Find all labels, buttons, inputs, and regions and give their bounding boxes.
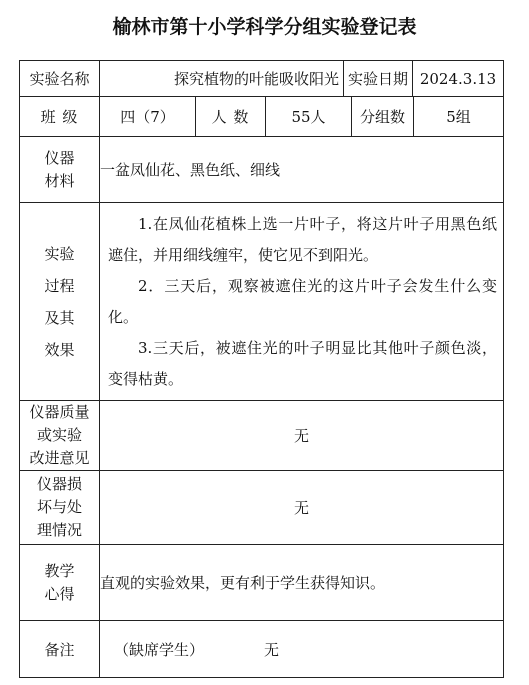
people-label: 人 数 <box>196 97 266 137</box>
quality-value: 无 <box>100 401 504 471</box>
quality-label-line: 改进意见 <box>29 449 90 467</box>
groups-value: 5组 <box>414 97 504 137</box>
quality-label-line: 或实验 <box>36 426 82 444</box>
row-process <box>20 203 504 401</box>
registration-table <box>19 60 504 678</box>
class-value: 四（7） <box>100 97 196 137</box>
absent-students-value: 无 <box>264 640 280 659</box>
quality-label-line: 仪器质量 <box>29 403 90 421</box>
damage-value: 无 <box>100 471 504 545</box>
reflection-value: 直观的实验效果，更有利于学生获得知识。 <box>100 545 504 621</box>
process-step-2: 2．三天后，观察被遮住光的这片叶子会发生什么变化。 <box>108 276 498 326</box>
damage-label <box>20 471 100 545</box>
remarks-label: 备注 <box>20 621 100 678</box>
reflection-label-line: 心得 <box>44 584 75 603</box>
experiment-date-value: 2024.3.13 <box>413 60 504 97</box>
quality-label <box>20 401 100 471</box>
row-damage <box>20 471 504 545</box>
process-step-1: 1.在凤仙花植株上选一片叶子，将这片叶子用黑色纸遮住，并用细线缠牢，使它见不到阳光。 <box>108 214 498 264</box>
absent-students-label: （缺席学生） <box>114 640 205 659</box>
experiment-name-value: 探究植物的叶能吸收阳光 <box>100 61 414 97</box>
damage-label-line: 理情况 <box>36 521 82 539</box>
class-label: 班 级 <box>20 97 100 137</box>
process-label-line: 效果 <box>44 340 75 359</box>
materials-label <box>20 137 100 203</box>
process-label <box>20 203 100 401</box>
process-value <box>100 203 504 401</box>
remarks-value-cell <box>100 621 504 678</box>
experiment-name-label: 实验名称 <box>20 61 100 97</box>
process-label-line: 过程 <box>44 276 75 295</box>
row-reflection <box>20 545 504 621</box>
process-label-line: 及其 <box>44 308 75 327</box>
row-quality <box>20 401 504 471</box>
damage-label-line: 仪器损 <box>36 475 82 493</box>
row-materials <box>20 137 504 203</box>
form-title: 榆林市第十小学科学分组实验登记表 <box>112 16 417 38</box>
materials-label-line2: 材料 <box>44 171 75 190</box>
groups-label: 分组数 <box>352 97 414 137</box>
process-label-line: 实验 <box>44 244 75 263</box>
materials-value: 一盆凤仙花、黑色纸、细线 <box>100 137 504 203</box>
date-split <box>343 60 504 97</box>
reflection-label <box>20 545 100 621</box>
damage-label-line: 坏与处 <box>36 498 82 516</box>
row-class-info <box>20 97 504 137</box>
experiment-date-label: 实验日期 <box>344 60 413 97</box>
people-value: 55人 <box>266 97 352 137</box>
row-remarks <box>20 621 504 678</box>
reflection-label-line: 教学 <box>44 561 75 580</box>
process-step-3: 3.三天后，被遮住光的叶子明显比其他叶子颜色淡，变得枯黄。 <box>108 338 498 388</box>
materials-label-line1: 仪器 <box>44 148 75 167</box>
